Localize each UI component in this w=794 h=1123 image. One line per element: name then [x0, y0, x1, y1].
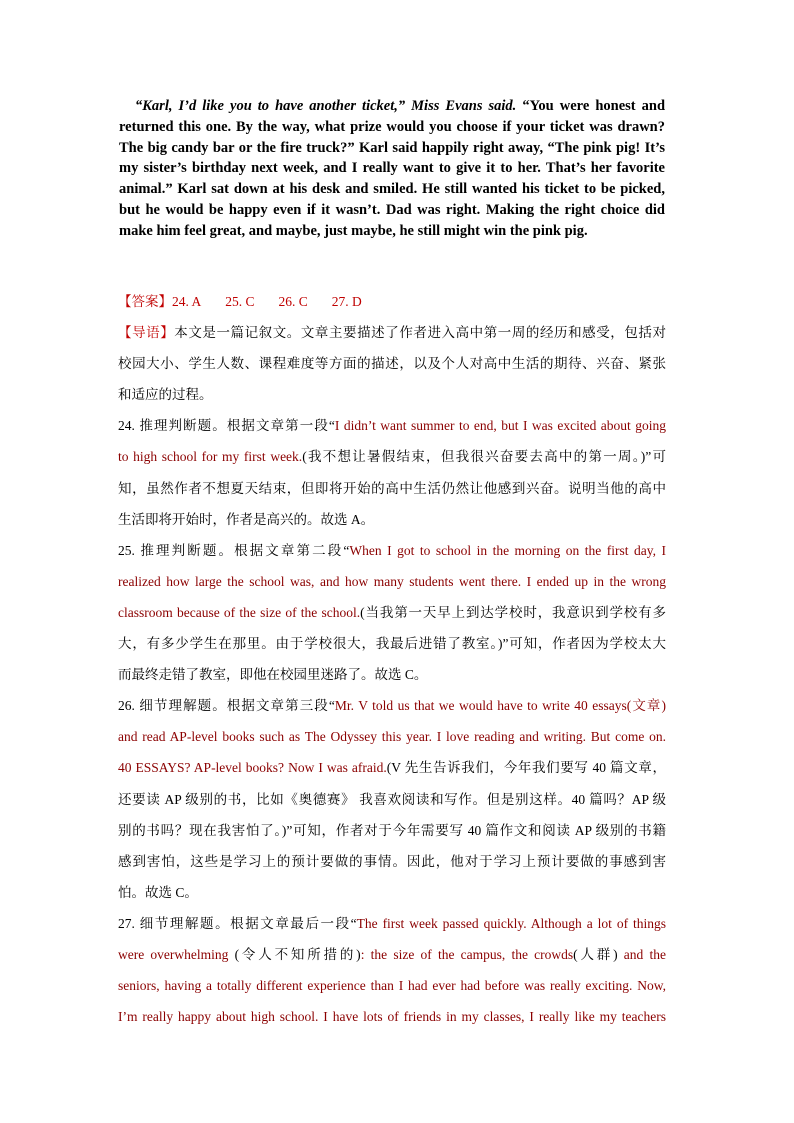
answer-item: 24. A [172, 294, 202, 309]
q25-line: 而最终走错了教室，即他在校园里迷路了。故选 C。 [118, 667, 428, 683]
q27-line: I’m really happy about high school. I have lots of friends in my classes, I really like my teachers [118, 1009, 666, 1025]
guide-label: 【导语】 [118, 325, 175, 341]
q27-line: seniors, having a totally different experience than I had ever had before was really exciting. Now, [118, 978, 666, 994]
q24-line: 知，虽然作者不想夏天结束，但即将开始的高中生活仍然让他感到兴奋。说明当他的高中 [118, 480, 666, 496]
guide-line: 和适应的过程。 [118, 387, 213, 403]
answer-list [172, 294, 386, 309]
answer-explanation [118, 286, 666, 1032]
q24-line: to high school for my first week.(我不想让暑假结束，但我很兴奋要去高中的第一周。)”可 [118, 449, 666, 465]
answer-item: 26. C [278, 294, 308, 309]
answer-item: 25. C [225, 294, 255, 309]
q26-line: and read AP-level books such as The Odyssey this year. I love reading and writing. But come on. [118, 729, 666, 745]
q27-line: were overwhelming (令人不知所措的): the size of the campus, the crowds(人群) and the [118, 946, 666, 962]
guide-line: 校园大小、学生人数、课程难度等方面的描述，以及个人对高中生活的期待、兴奋、紧张 [118, 356, 666, 372]
answer-item: 27. D [331, 294, 362, 309]
guide-line: 【导语】本文是一篇记叙文。文章主要描述了作者进入高中第一周的经历和感受，包括对 [118, 325, 666, 341]
q24-line: 生活即将开始时，作者是高兴的。故选 A。 [118, 511, 375, 527]
q25-line: classroom because of the size of the school.(当我第一天早上到达学校时，我意识到学校有多 [118, 604, 666, 620]
q25-line: 大，有多少学生在那里。由于学校很大，我最后进错了教室。)”可知，作者因为学校太大 [118, 636, 666, 652]
story-passage [119, 96, 665, 242]
q25-line: realized how large the school was, and how many students went there. I ended up in the wrong [118, 573, 666, 589]
q26-line: 感到害怕，这些是学习上的预计要做的事情。因此，他对于学习上预计要做的事感到害 [118, 853, 666, 869]
passage-quote: “Karl, I’d like you to have another ticket,” [135, 98, 406, 114]
q24-line: 24. 推理判断题。根据文章第一段“I didn’t want summer to end, but I was excited about going [118, 418, 666, 434]
q27-line: 27. 细节理解题。根据文章最后一段“The first week passed quickly. Although a lot of things [118, 915, 666, 931]
q26-line: 26. 细节理解题。根据文章第三段“Mr. V told us that we would have to write 40 essays(文章) [118, 698, 666, 714]
q26-line: 还要读 AP 级别的书，比如《奥德赛》 我喜欢阅读和写作。但是别这样。40 篇吗？AP 级 [118, 791, 666, 807]
q26-line: 怕。故选 C。 [118, 884, 198, 900]
passage-body: “You were honest and returned this one. By the way, what prize would you choose if your ticket was drawn? The big candy bar or the fire truck?” Karl said happily right away, “The pink pig! It’s my sister’s birthday next week, and I really want to give it to her. That’s her favorite animal.” Karl sat down at his desk and smiled. He still wanted his ticket to be picked, but he would be happy even if it wasn’t. Dad was right. Making the right choice did make him feel great, and maybe, just maybe, he still might win the pink pig. [119, 98, 666, 239]
answer-line [118, 286, 666, 317]
answer-label: 【答案】 [118, 294, 172, 309]
q26-line: 40 ESSAYS? AP-level books? Now I was afraid.(V 先生告诉我们，今年我们要写 40 篇文章， [118, 760, 666, 776]
q26-line: 别的书吗？现在我害怕了。)”可知，作者对于今年需要写 40 篇作文和阅读 AP 级别的书籍 [118, 822, 666, 838]
passage-speaker: Miss Evans said. [405, 98, 517, 114]
q25-line: 25. 推理判断题。根据文章第二段“When I got to school in the morning on the first day, I [118, 542, 666, 558]
